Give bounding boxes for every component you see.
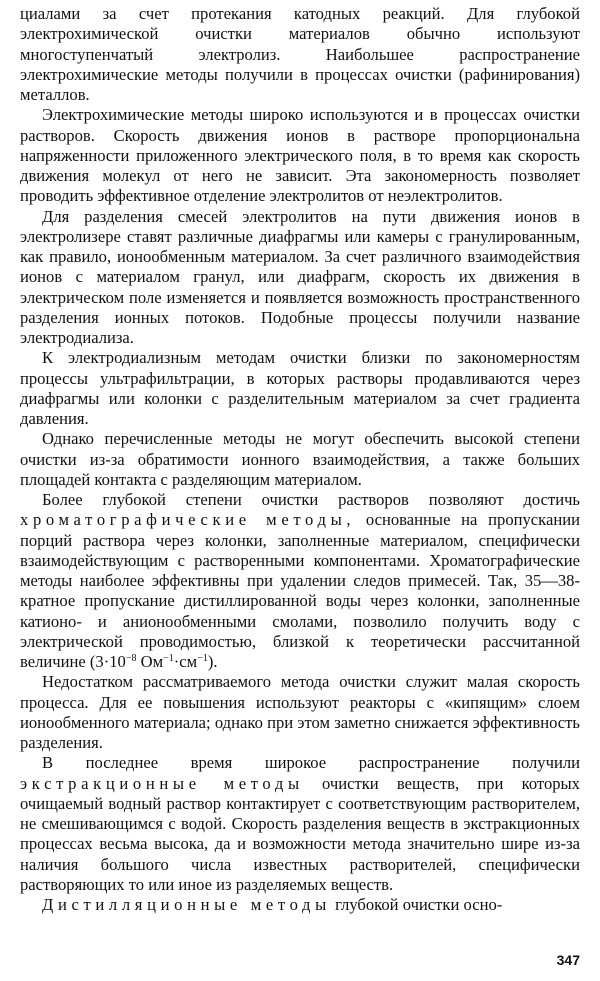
distillation-term: Дистилляционные методы — [42, 895, 331, 914]
extraction-lead: В последнее время широкое распространение получили — [42, 753, 580, 773]
chromatography-term: хроматографические методы, — [20, 510, 356, 530]
chromatography-rest: основанные на пропускании порций раствора через колонки, заполненные материалом, специфически взаимодействующим с растворенными компонентами. Хроматографические методы наиболее эффективны при удалении следов примесей. Так, 35—38-кратное пропускание дистиллированной воды через колонки, заполненные катионо- и анионообменными смолами, позволило получить воду с электрической проводимостью, близкой к теоретически рассчитанной величине — [20, 510, 580, 671]
paragraph-electrodialysis: Для разделения смесей электролитов на пути движения ионов в электролизере ставят различные диафрагмы или камеры с гранулированным, как правило, ионообменным материалом. За счет различного взаимодействия ионов с материалом гранул, или диафрагм, скорость их движения в электрическом поле изменяется и появляется возможность пространственного разделения ионных потоков. Подобные процессы получили название электродиализа. — [20, 206, 580, 347]
paragraph-ultrafiltration: К электродиализным методам очистки близки по закономерностям процессы ультрафильтрации, в которых растворы продавливаются через диафрагмы или колонки с разделительным материалом за счет градиента давления. — [20, 348, 580, 428]
paragraph-electrochemical-materials: циалами за счет протекания катодных реакций. Для глубокой электрохимической очистки материалов обычно используют многоступенчатый электролиз. Наибольшее распространение электрохимические методы получили в процессах очистки (рафинирования) металлов. — [20, 4, 580, 104]
paragraph-drawback: Недостатком рассматриваемого метода очистки служит малая скорость процесса. Для ее повышения используют реакторы с «кипящим» слоем ионообменного материала; однако при этом заметно снижается эффективность разделения. — [20, 672, 580, 752]
page-text — [20, 4, 580, 915]
paragraph-chromatography — [20, 490, 580, 672]
paragraph-extraction — [20, 753, 580, 895]
extraction-rest: очистки веществ, при которых очищаемый водный раствор контактирует с соответствующим растворителем, не смешивающимся с водой. Скорость разделения веществ в экстракционных процессах весьма высока, да и возможности метода значительно шире из-за наличия большого числа известных растворителей, специфически растворяющих то или иное из разделяемых веществ. — [20, 773, 580, 894]
page-number: 347 — [556, 952, 580, 968]
conductivity-formula: ($3\cdot 10^{-8}$ $Ом^{-1}\cdot см^{-1}$). — [89, 652, 218, 671]
extraction-term: экстракционные методы — [20, 773, 304, 793]
paragraph-electrochemical-solutions: Электрохимические методы широко используются и в процессах очистки растворов. Скорость движения ионов в растворе пропорциональна напряженности приложенного электрического поля, в то время как скорость движения молекул от него не зависит. Эта закономерность позволяет проводить эффективное отделение электролитов от неэлектролитов. — [20, 105, 580, 206]
paragraph-limitations: Однако перечисленные методы не могут обеспечить высокой степени очистки из-за обратимости ионного взаимодействия, а также больших площадей контакта с разделяющим материалом. — [20, 429, 580, 489]
chromatography-lead: Более глубокой степени очистки растворов позволяют достичь — [42, 490, 580, 509]
paragraph-distillation — [20, 895, 580, 915]
distillation-rest: глубокой очистки осно- — [335, 895, 503, 914]
